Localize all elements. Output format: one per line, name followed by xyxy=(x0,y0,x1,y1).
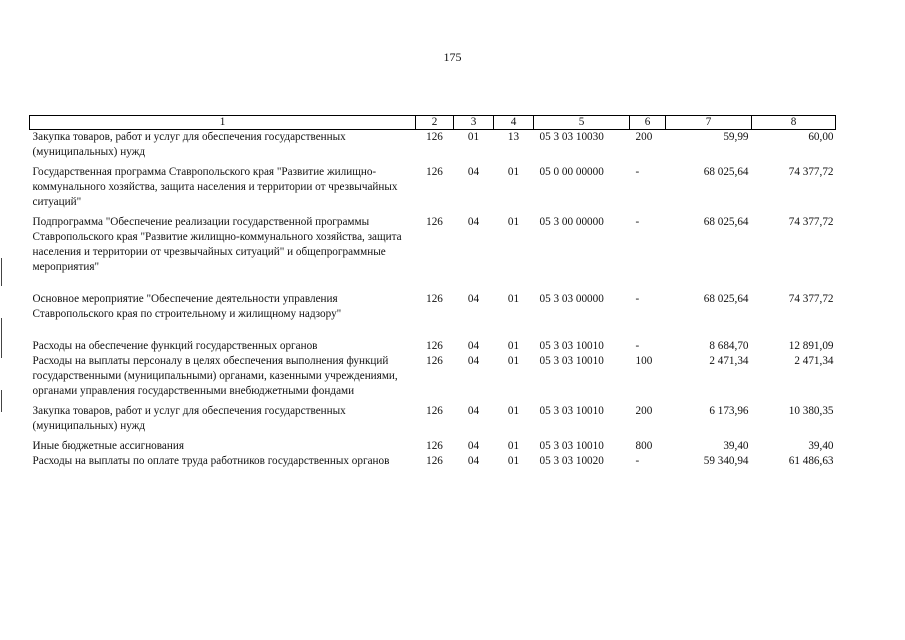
cell-amount-2: 74 377,72 xyxy=(788,293,834,305)
column-header: 1 xyxy=(30,116,416,130)
cell-target-article: 05 3 03 10010 xyxy=(539,405,604,417)
column-header: 4 xyxy=(494,116,534,130)
scan-edge-mark xyxy=(1,258,2,286)
cell-amount-1: 68 025,64 xyxy=(703,166,749,178)
cell-subsection: 01 xyxy=(507,455,520,467)
cell-target-article: 05 3 03 10030 xyxy=(539,131,604,143)
table-row xyxy=(30,130,836,166)
cell-subsection: 13 xyxy=(507,131,520,143)
cell-target-article: 05 3 00 00000 xyxy=(539,216,604,228)
row-name: Основное мероприятие "Обеспечение деятельности управления Ставропольского края по строительному и жилищному надзору" xyxy=(32,293,342,320)
cell-expense-type: - xyxy=(635,216,640,228)
cell-target-article: 05 3 03 10010 xyxy=(539,355,604,367)
row-name: Закупка товаров, работ и услуг для обеспечения государственных (муниципальных) нужд xyxy=(32,405,346,432)
cell-amount-1: 39,40 xyxy=(723,440,749,452)
cell-target-article: 05 3 03 10010 xyxy=(539,440,604,452)
cell-amount-1: 2 471,34 xyxy=(709,355,749,367)
cell-amount-1: 68 025,64 xyxy=(703,216,749,228)
cell-amount-1: 8 684,70 xyxy=(709,340,749,352)
cell-subsection: 01 xyxy=(507,440,520,452)
cell-amount-2: 74 377,72 xyxy=(788,216,834,228)
cell-amount-2: 39,40 xyxy=(808,440,834,452)
budget-table xyxy=(29,115,836,469)
row-name: Государственная программа Ставропольского края "Развитие жилищно-коммунального хозяйства, защита населения и территории от чрезвычайных ситуаций" xyxy=(32,166,398,208)
cell-code: 126 xyxy=(426,405,443,417)
column-header: 7 xyxy=(666,116,752,130)
row-name: Расходы на выплаты персоналу в целях обеспечения выполнения функций государственными (муниципальными) органами, казенными учреждениями, органами управления государственными внебюджетными фондами xyxy=(32,355,398,397)
cell-code: 126 xyxy=(426,455,443,467)
cell-section: 04 xyxy=(467,355,480,367)
cell-code: 126 xyxy=(426,131,443,143)
cell-expense-type: 800 xyxy=(635,440,653,452)
cell-amount-1: 68 025,64 xyxy=(703,293,749,305)
cell-code: 126 xyxy=(426,340,443,352)
cell-expense-type: - xyxy=(635,455,640,467)
cell-subsection: 01 xyxy=(507,166,520,178)
cell-target-article: 05 3 03 10020 xyxy=(539,455,604,467)
cell-code: 126 xyxy=(426,166,443,178)
cell-expense-type: 100 xyxy=(635,355,653,367)
cell-subsection: 01 xyxy=(507,216,520,228)
cell-amount-2: 10 380,35 xyxy=(788,405,834,417)
table-row xyxy=(30,215,836,292)
row-name: Расходы на обеспечение функций государственных органов xyxy=(32,340,318,352)
column-header: 2 xyxy=(416,116,454,130)
cell-amount-2: 61 486,63 xyxy=(788,455,834,467)
scan-edge-mark xyxy=(1,318,2,358)
cell-amount-1: 59 340,94 xyxy=(703,455,749,467)
row-name: Иные бюджетные ассигнования xyxy=(32,440,184,452)
cell-section: 04 xyxy=(467,405,480,417)
table-row xyxy=(30,165,836,215)
table-row xyxy=(30,292,836,339)
column-header: 6 xyxy=(630,116,666,130)
cell-amount-1: 59,99 xyxy=(723,131,749,143)
row-name: Расходы на выплаты по оплате труда работников государственных органов xyxy=(32,455,390,467)
scan-edge-mark xyxy=(1,390,2,412)
column-header: 3 xyxy=(454,116,494,130)
cell-expense-type: - xyxy=(635,340,640,352)
cell-amount-1: 6 173,96 xyxy=(709,405,749,417)
row-name: Закупка товаров, работ и услуг для обеспечения государственных (муниципальных) нужд xyxy=(32,131,346,158)
cell-expense-type: 200 xyxy=(635,405,653,417)
cell-target-article: 05 3 03 00000 xyxy=(539,293,604,305)
cell-subsection: 01 xyxy=(507,355,520,367)
table-row xyxy=(30,454,836,469)
cell-amount-2: 12 891,09 xyxy=(788,340,834,352)
page-number: 175 xyxy=(443,50,462,64)
table-row xyxy=(30,439,836,454)
table-row xyxy=(30,404,836,439)
cell-section: 04 xyxy=(467,216,480,228)
cell-amount-2: 60,00 xyxy=(808,131,834,143)
row-name: Подпрограмма "Обеспечение реализации государственной программы Ставропольского края "Развитие жилищно-коммунального хозяйства, защита населения и территории от чрезвычайных ситуаций" и общепрограммные мероприятия" xyxy=(32,216,402,273)
cell-expense-type: - xyxy=(635,293,640,305)
cell-section: 04 xyxy=(467,440,480,452)
cell-section: 04 xyxy=(467,166,480,178)
cell-subsection: 01 xyxy=(507,405,520,417)
cell-code: 126 xyxy=(426,293,443,305)
cell-expense-type: 200 xyxy=(635,131,653,143)
cell-expense-type: - xyxy=(635,166,640,178)
cell-code: 126 xyxy=(426,355,443,367)
column-header: 8 xyxy=(752,116,836,130)
table-row xyxy=(30,339,836,354)
table-header-row xyxy=(30,116,836,130)
cell-amount-2: 74 377,72 xyxy=(788,166,834,178)
cell-subsection: 01 xyxy=(507,293,520,305)
cell-section: 04 xyxy=(467,293,480,305)
column-header: 5 xyxy=(534,116,630,130)
table-row xyxy=(30,354,836,404)
cell-target-article: 05 3 03 10010 xyxy=(539,340,604,352)
cell-target-article: 05 0 00 00000 xyxy=(539,166,604,178)
cell-section: 04 xyxy=(467,340,480,352)
cell-amount-2: 2 471,34 xyxy=(794,355,834,367)
cell-code: 126 xyxy=(426,216,443,228)
cell-section: 01 xyxy=(467,131,480,143)
cell-subsection: 01 xyxy=(507,340,520,352)
cell-section: 04 xyxy=(467,455,480,467)
cell-code: 126 xyxy=(426,440,443,452)
